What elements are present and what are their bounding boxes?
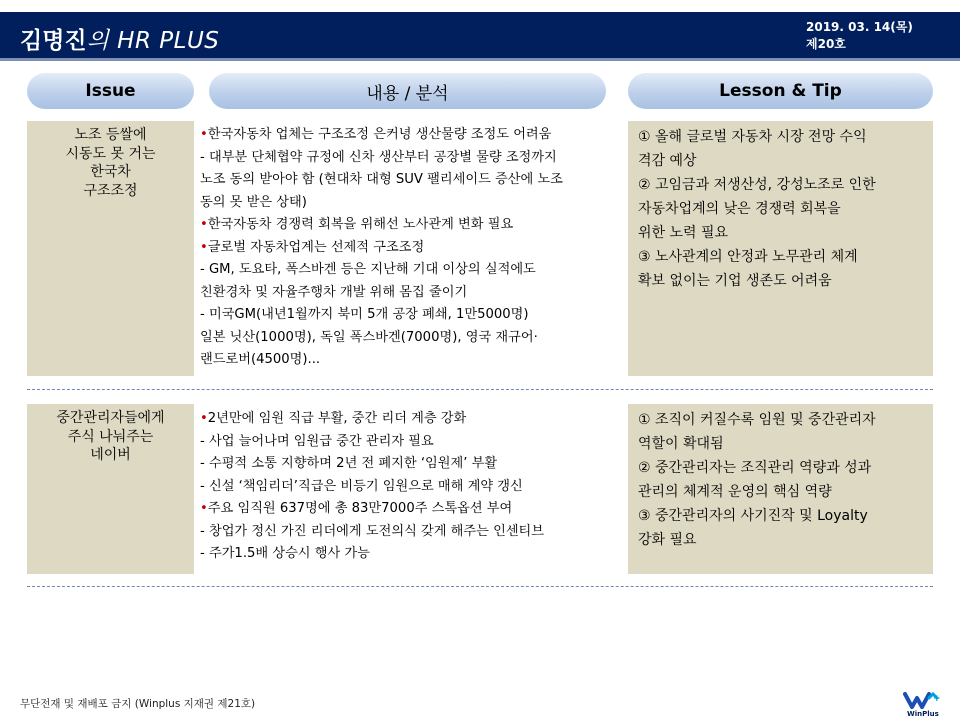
issue-line: 한국차 — [90, 164, 131, 180]
lesson-line: 관리의 체계적 운영의 핵심 역량 — [638, 484, 832, 500]
content-text: - 대부분 단체협약 규정에 신차 생산부터 공장별 물량 조정까지 — [200, 149, 557, 165]
issue-line: 네이버 — [90, 447, 131, 463]
content-line — [200, 431, 625, 454]
lesson-line: ② 고임금과 저생산성, 강성노조로 인한 — [638, 177, 876, 193]
content-text: 2년만에 임원 직급 부활, 중간 리더 계층 강화 — [207, 411, 467, 426]
content-text: - 미국GM(내년1월까지 북미 5개 공장 폐쇄, 1만5000명) — [200, 307, 529, 322]
content-line — [200, 476, 625, 499]
bullet-marker: • — [200, 501, 208, 516]
issue-line: 구조조정 — [83, 182, 138, 199]
page-title — [20, 22, 219, 55]
header-underline — [0, 58, 960, 61]
header-meta — [806, 19, 913, 53]
content-line — [200, 349, 625, 372]
content-box-1 — [200, 124, 625, 372]
content-line — [200, 453, 625, 476]
content-text: - 창업가 정신 가진 리더에게 도전의식 갖게 해주는 인센티브 — [200, 523, 545, 539]
content-line — [200, 259, 625, 282]
content-line — [200, 124, 625, 147]
content-text: - 주가1.5배 상승시 행사 가능 — [200, 546, 370, 561]
content-line — [200, 237, 625, 260]
issue-column-header: Issue — [27, 73, 194, 109]
section-divider — [27, 389, 933, 390]
issue-line: 시동도 못 거는 — [65, 145, 156, 162]
winplus-logo-icon — [903, 690, 957, 718]
content-text: 일본 닛산(1000명), 독일 폭스바겐(7000명), 영국 재규어· — [200, 329, 538, 345]
copyright-notice: 무단전재 및 재배포 금지 (Winplus 지재권 제21호) — [20, 698, 256, 710]
content-text: 노조 동의 받아야 함 (현대차 대형 SUV 팰리세이드 증산에 노조 — [200, 172, 563, 187]
content-text: - 사업 늘어나며 임원급 중간 관리자 필요 — [200, 433, 434, 449]
lesson-line: ② 중간관리자는 조직관리 역량과 성과 — [638, 460, 872, 476]
logo-wordmark: WinPlus — [907, 710, 939, 718]
svg-text:+: + — [933, 694, 941, 704]
bullet-marker: • — [200, 127, 208, 142]
content-text: 동의 못 받은 상태) — [200, 194, 307, 210]
content-text: 친환경차 및 자율주행차 개발 위해 몸집 줄이기 — [200, 284, 468, 300]
lesson-line: 확보 없이는 기업 생존도 어려움 — [638, 273, 832, 289]
lesson-column-header: Lesson & Tip — [628, 73, 933, 109]
lesson-line: 위한 노력 필요 — [638, 225, 729, 241]
issue-line: 주식 나눠주는 — [67, 428, 154, 445]
lesson-line: 역할이 확대됨 — [638, 436, 724, 452]
content-line — [200, 214, 625, 237]
issue-box-1 — [27, 121, 194, 376]
bullet-marker: • — [200, 217, 208, 232]
lesson-line: ① 조직이 커질수록 임원 및 중간관리자 — [638, 412, 876, 428]
issue-number: 제20호 — [806, 37, 846, 51]
content-line — [200, 169, 625, 192]
bullet-marker: • — [200, 239, 208, 255]
issue-date: 2019. 03. 14(목) — [806, 20, 913, 34]
lesson-box-2 — [628, 404, 933, 574]
lesson-line: 강화 필요 — [638, 532, 697, 548]
publication-title: 의 HR PLUS — [86, 28, 220, 54]
lesson-line: ③ 노사관계의 안정과 노무관리 체계 — [638, 249, 858, 265]
bullet-marker: • — [200, 411, 208, 426]
lesson-line: ① 올해 글로벌 자동차 시장 전망 수익 — [638, 129, 867, 145]
content-box-2 — [200, 408, 625, 566]
lesson-line: ③ 중간관리자의 사기진작 및 Loyalty — [638, 508, 868, 524]
content-text: - 신설 ‘책임리더’직급은 비등기 임원으로 매해 계약 갱신 — [200, 478, 523, 494]
content-line — [200, 498, 625, 521]
content-line — [200, 282, 625, 305]
issue-text-2 — [56, 409, 164, 574]
issue-text-1 — [65, 126, 155, 376]
content-text: 한국자동차 경쟁력 회복을 위해선 노사관계 변화 필요 — [207, 217, 514, 232]
content-text: 글로벌 자동차업계는 선제적 구조조정 — [207, 239, 425, 255]
content-line — [200, 521, 625, 544]
issue-line: 중간관리자들에게 — [56, 410, 165, 426]
content-text: - GM, 도요타, 폭스바겐 등은 지난해 기대 이상의 실적에도 — [200, 262, 536, 277]
issue-box-2 — [27, 404, 194, 574]
issue-line: 노조 등쌀에 — [74, 127, 147, 143]
content-line — [200, 147, 625, 170]
content-text: 한국자동차 업체는 구조조정 은커녕 생산물량 조정도 어려움 — [207, 127, 552, 142]
content-line — [200, 543, 625, 566]
lesson-line: 자동차업계의 낮은 경쟁력 회복을 — [638, 201, 841, 217]
content-line — [200, 327, 625, 350]
content-text: 랜드로버(4500명)... — [200, 352, 321, 367]
content-line — [200, 408, 625, 431]
lesson-box-1 — [628, 121, 933, 376]
content-column-header: 내용 / 분석 — [209, 73, 606, 109]
winplus-logo — [903, 690, 957, 722]
section-divider — [27, 586, 933, 587]
lesson-line: 격감 예상 — [638, 153, 697, 169]
content-line — [200, 304, 625, 327]
content-line — [200, 192, 625, 215]
author-name: 김명진 — [20, 28, 87, 54]
content-text: - 수평적 소통 지향하며 2년 전 폐지한 ‘임원제’ 부활 — [200, 456, 498, 471]
content-text: 주요 임직원 637명에 총 83만7000주 스톡옵션 부여 — [207, 501, 513, 516]
